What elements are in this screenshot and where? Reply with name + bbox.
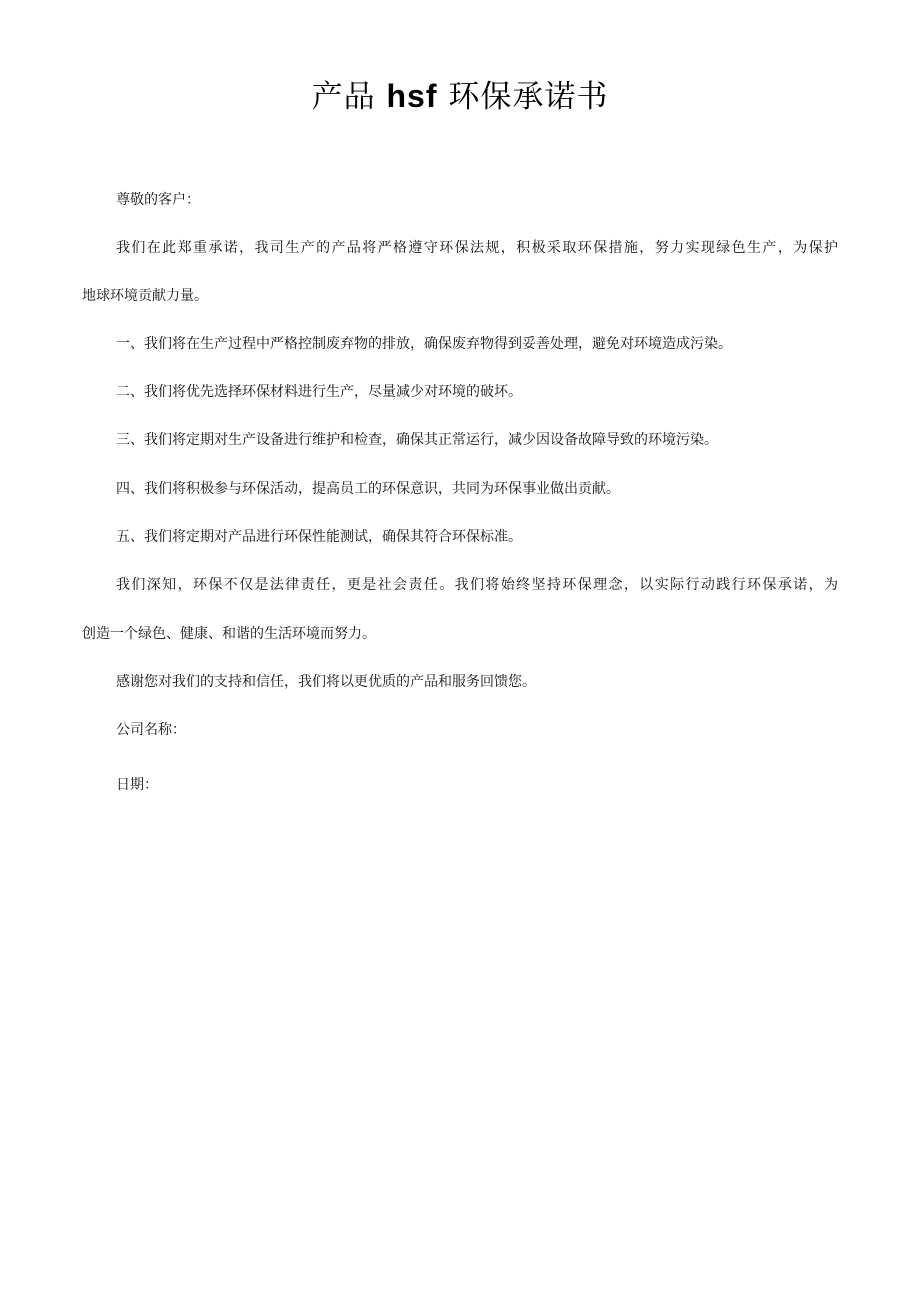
company-name-label: 公司名称： — [116, 722, 186, 738]
thanks-paragraph: 感谢您对我们的支持和信任，我们将以更优质的产品和服务回馈您。 — [116, 674, 536, 690]
salutation: 尊敬的客户： — [116, 192, 200, 208]
commitment-item-2: 二、我们将优先选择环保材料进行生产，尽量减少对环境的破坏。 — [116, 384, 522, 400]
closing-paragraph-line-2: 创造一个绿色、健康、和谐的生活环境而努力。 — [82, 626, 376, 642]
intro-paragraph-line-1: 我们在此郑重承诺，我司生产的产品将严格遵守环保法规，积极采取环保措施，努力实现绿色生产，为保护 — [116, 240, 838, 256]
commitment-item-1: 一、我们将在生产过程中严格控制废弃物的排放，确保废弃物得到妥善处理，避免对环境造成污染。 — [116, 336, 732, 352]
commitment-item-5: 五、我们将定期对产品进行环保性能测试，确保其符合环保标准。 — [116, 529, 522, 545]
closing-paragraph-line-1: 我们深知，环保不仅是法律责任，更是社会责任。我们将始终坚持环保理念，以实际行动践行环保承诺，为 — [116, 577, 838, 593]
commitment-item-4: 四、我们将积极参与环保活动，提高员工的环保意识，共同为环保事业做出贡献。 — [116, 481, 620, 497]
document-title — [0, 74, 920, 119]
commitment-item-3: 三、我们将定期对生产设备进行维护和检查，确保其正常运行，减少因设备故障导致的环境污染。 — [116, 432, 718, 448]
title-prefix: 产品 — [311, 79, 376, 115]
title-suffix: 环保承诺书 — [448, 79, 609, 115]
intro-paragraph-line-2: 地球环境贡献力量。 — [82, 288, 208, 304]
title-product-code: hsf — [386, 78, 438, 114]
date-label: 日期： — [116, 777, 158, 793]
